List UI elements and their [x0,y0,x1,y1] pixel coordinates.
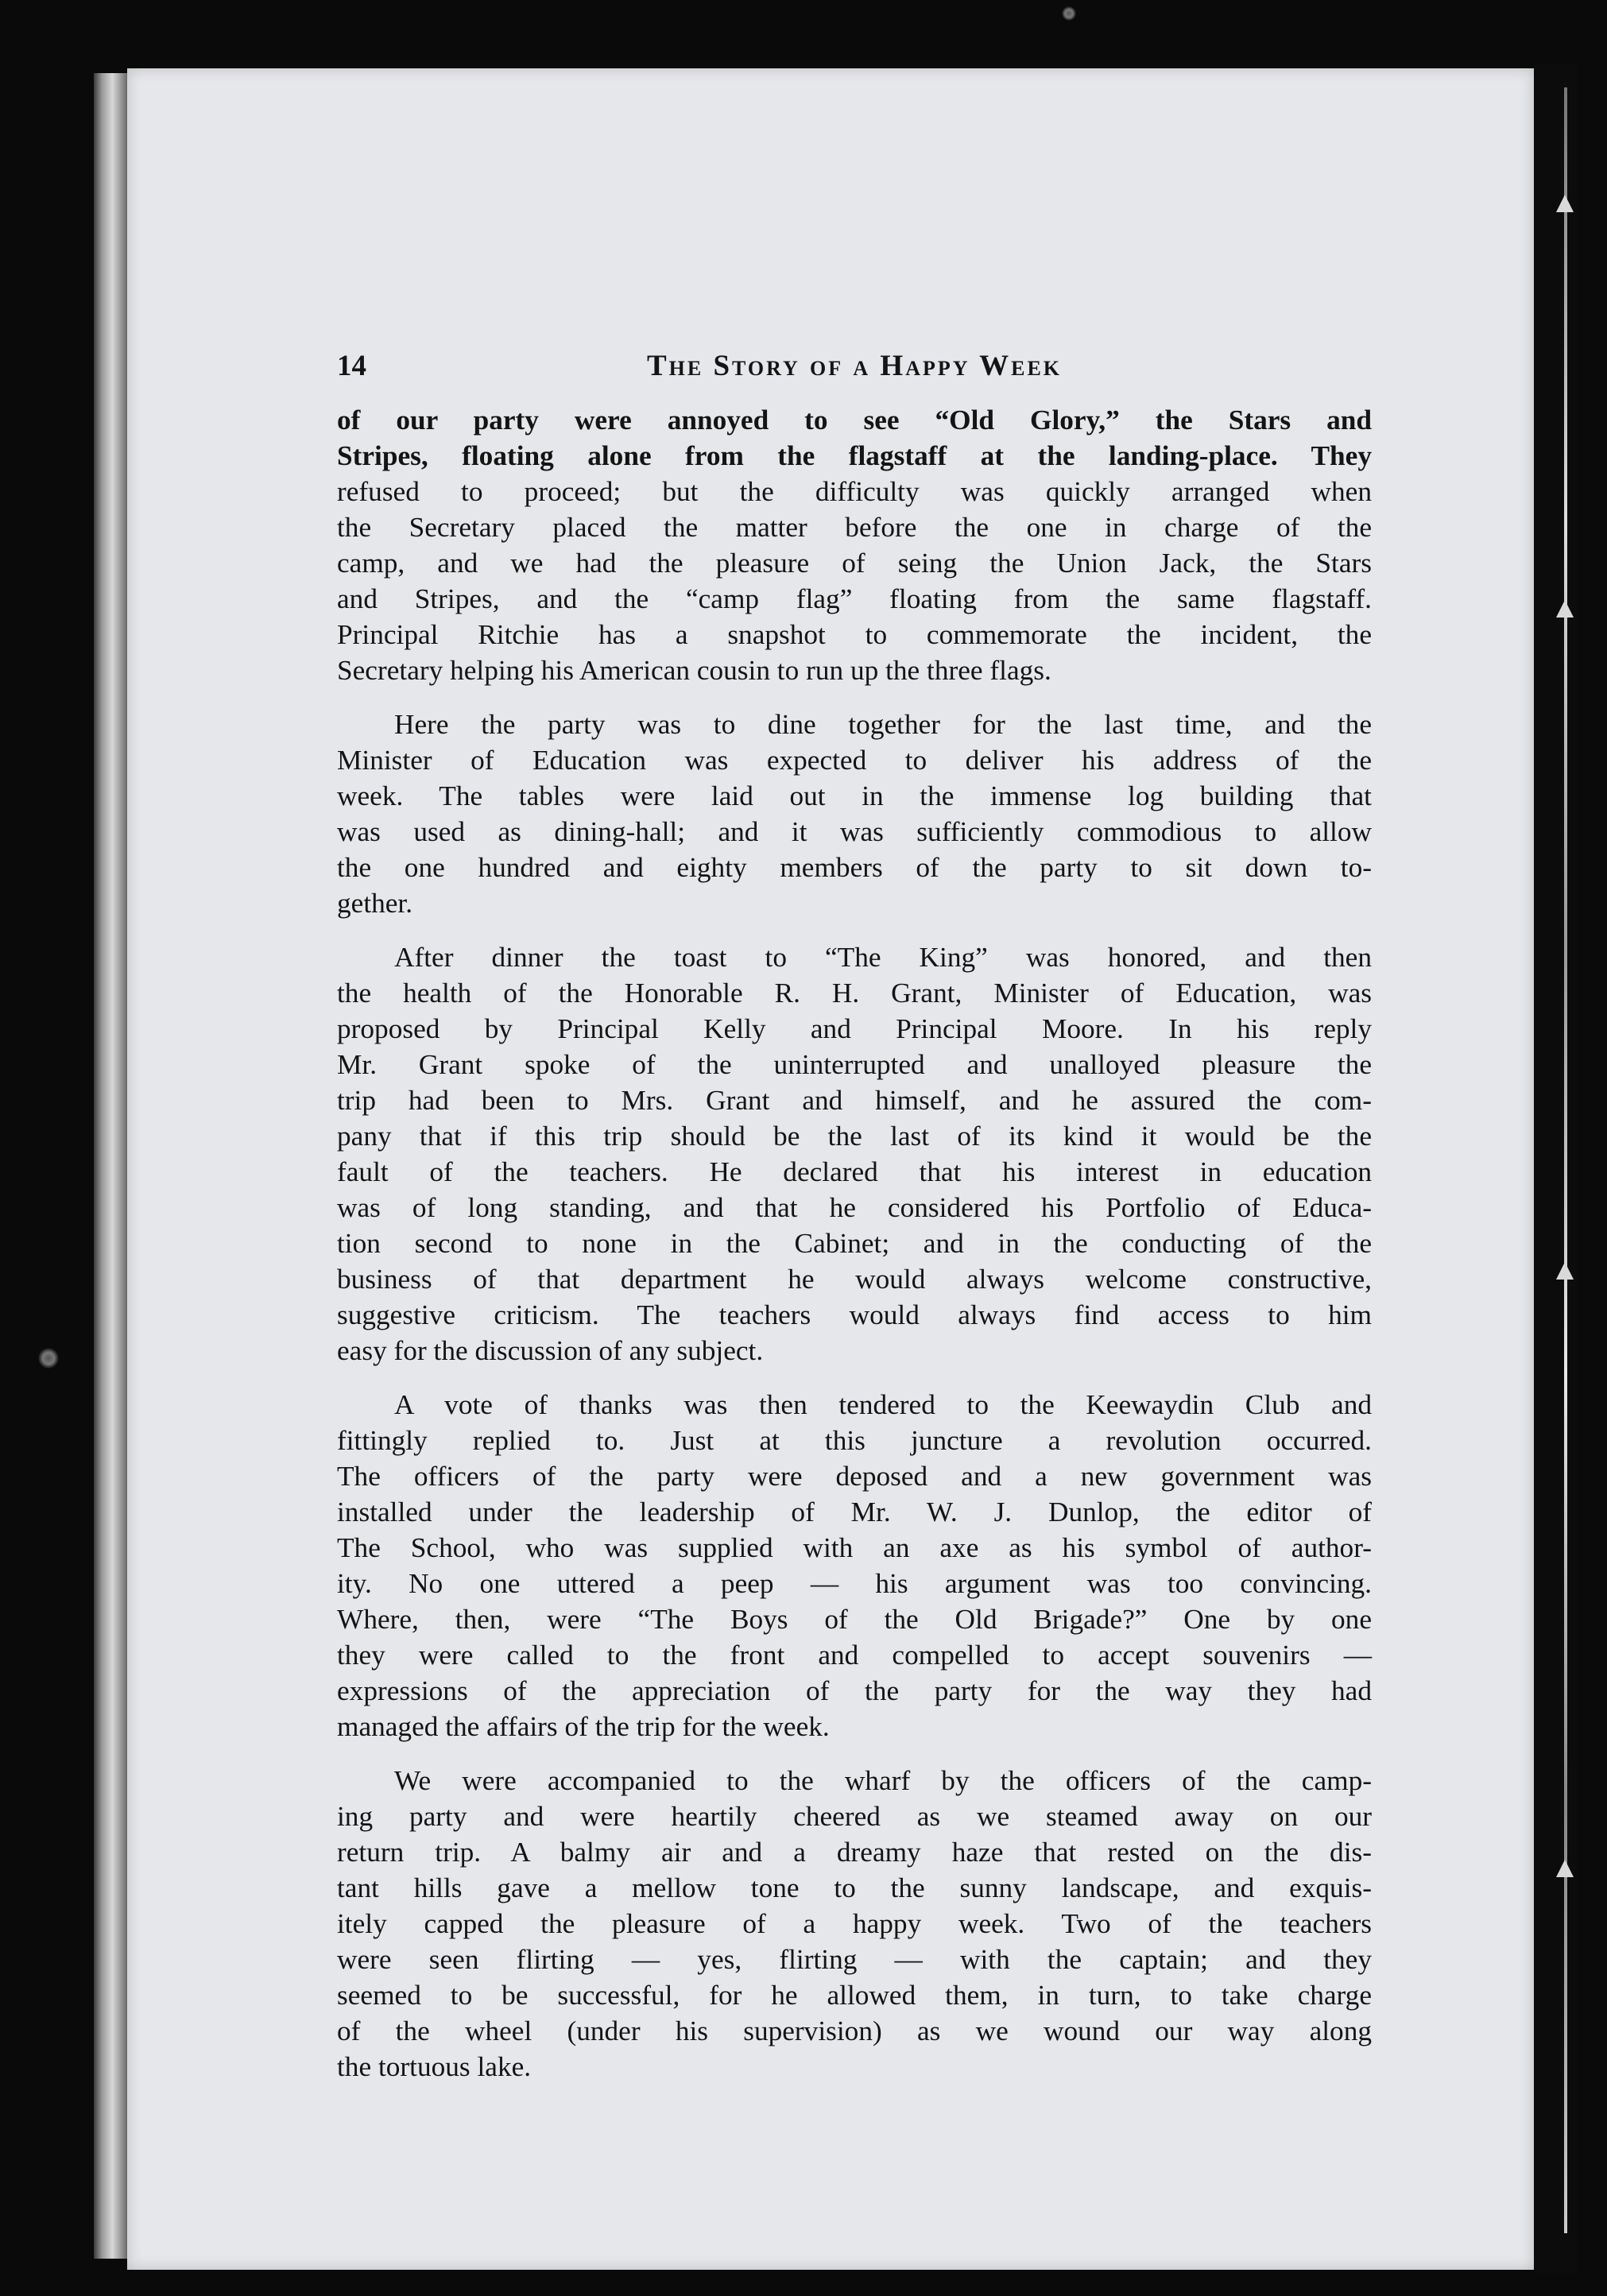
text-line: We were accompanied to the wharf by the officers of the camp- [394,1765,1372,1796]
paragraph [337,402,1372,688]
text-line: suggestive criticism. The teachers would always find access to him [337,1299,1372,1330]
text-line: Minister of Education was expected to deliver his address of the [337,745,1372,776]
page-text [337,348,1372,2085]
paragraph [337,707,1372,921]
text-line: of our party were annoyed to see “Old Glory,” the Stars and [337,405,1372,436]
text-line: the tortuous lake. [337,2051,532,2082]
running-head [337,348,1372,396]
paragraph [337,939,1372,1369]
text-line: The officers of the party were deposed and a new government was [337,1461,1372,1492]
text-line: were seen flirting — yes, flirting — with the captain; and they [337,1944,1372,1975]
text-line: A vote of thanks was then tendered to the Keewaydin Club and [394,1389,1372,1420]
text-line: the Secretary placed the matter before the one in charge of the [337,512,1372,543]
text-line: Mr. Grant spoke of the uninterrupted and unalloyed pleasure the [337,1049,1372,1080]
text-line: Secretary helping his American cousin to run up the three flags. [337,655,1051,686]
text-line: Stripes, floating alone from the flagstaff at the landing-place. They [337,440,1372,471]
text-line: week. The tables were laid out in the immense log building that [337,780,1372,811]
text-line: ing party and were heartily cheered as we steamed away on our [337,1801,1372,1832]
paragraph [337,1763,1372,2085]
text-line: fittingly replied to. Just at this juncture a revolution occurred. [337,1425,1372,1456]
text-line: was used as dining-hall; and it was sufficiently commodious to allow [337,816,1372,847]
page-number: 14 [337,350,366,382]
text-line: return trip. A balmy air and a dreamy haze that rested on the dis- [337,1837,1372,1868]
text-line: pany that if this trip should be the last of its kind it would be the [337,1121,1372,1152]
text-line: After dinner the toast to “The King” was honored, and then [394,942,1372,973]
text-line: managed the affairs of the trip for the week. [337,1711,830,1742]
text-line: trip had been to Mrs. Grant and himself, and he assured the com- [337,1085,1372,1116]
running-title: The Story of a Happy Week [646,350,1063,382]
scan-speck [1062,6,1076,21]
text-line: tion second to none in the Cabinet; and in the conducting of the [337,1228,1372,1259]
text-line: itely capped the pleasure of a happy week. Two of the teachers [337,1908,1372,1939]
text-line: camp, and we had the pleasure of seing the Union Jack, the Stars [337,548,1372,579]
paragraph [337,1387,1372,1744]
text-line: proposed by Principal Kelly and Principal Moore. In his reply [337,1013,1372,1044]
text-line: the health of the Honorable R. H. Grant, Minister of Education, was [337,978,1372,1009]
text-line: Principal Ritchie has a snapshot to commemorate the incident, the [337,619,1372,650]
text-line: gether. [337,888,413,919]
page-edge-line [1564,87,1567,2233]
text-line: expressions of the appreciation of the party for the way they had [337,1675,1372,1706]
text-line: was of long standing, and that he considered his Portfolio of Educa- [337,1192,1372,1223]
text-line: the one hundred and eighty members of the party to sit down to- [337,852,1372,883]
text-line: business of that department he would always welcome constructive, [337,1264,1372,1295]
text-line: refused to proceed; but the difficulty was quickly arranged when [337,476,1372,507]
text-line: and Stripes, and the “camp flag” floating from the same flagstaff. [337,583,1372,614]
text-line: The School, who was supplied with an axe as his symbol of author- [337,1532,1372,1563]
right-dark-margin [1534,64,1578,2273]
text-line: tant hills gave a mellow tone to the sunny landscape, and exquis- [337,1872,1372,1903]
text-line: installed under the leadership of Mr. W. J. Dunlop, the editor of [337,1496,1372,1527]
text-line: seemed to be successful, for he allowed them, in turn, to take charge [337,1980,1372,2011]
text-line: Where, then, were “The Boys of the Old Brigade?” One by one [337,1604,1372,1635]
text-line: they were called to the front and compelled to accept souvenirs — [337,1640,1372,1671]
scan-speck [38,1348,59,1369]
text-line: easy for the discussion of any subject. [337,1335,764,1366]
text-line: fault of the teachers. He declared that his interest in education [337,1156,1372,1187]
text-line: Here the party was to dine together for the last time, and the [394,709,1372,740]
text-line: of the wheel (under his supervision) as we wound our way along [337,2015,1372,2046]
text-line: ity. No one uttered a peep — his argument was too convincing. [337,1568,1372,1599]
